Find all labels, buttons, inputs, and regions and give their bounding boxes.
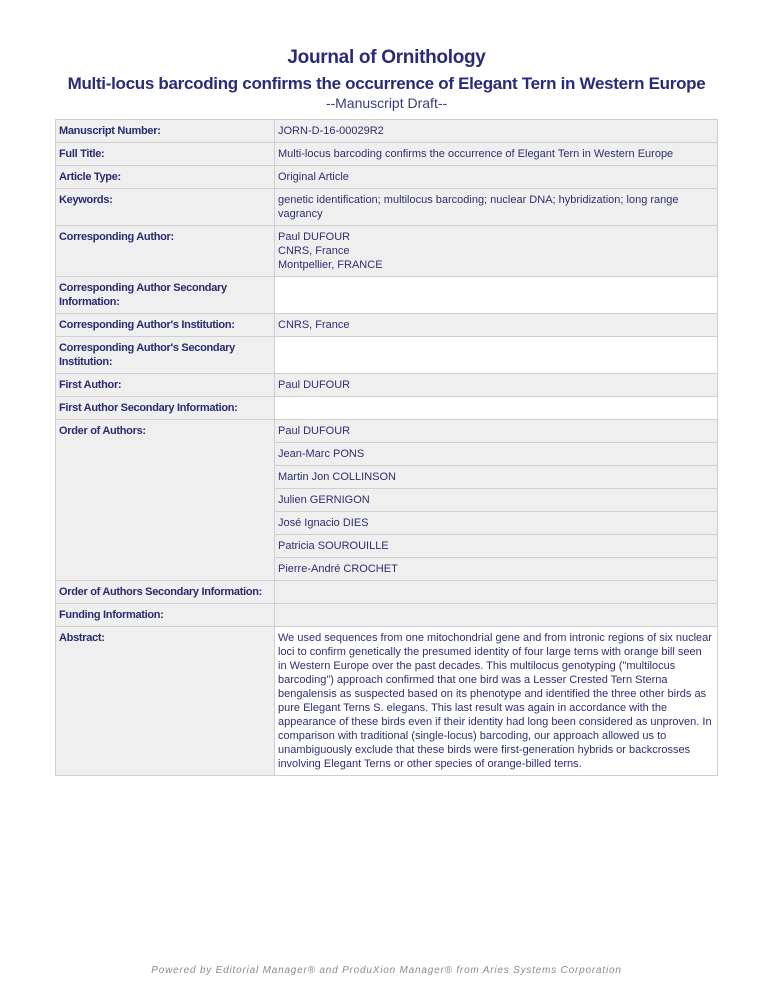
author-item: José Ignacio DIES <box>275 512 718 535</box>
row-funding <box>56 604 718 627</box>
value-first-author-secondary <box>275 397 718 420</box>
row-corr-secondary-info <box>56 277 718 314</box>
row-article-type <box>56 166 718 189</box>
manuscript-title: Multi-locus barcoding confirms the occurrence of Elegant Tern in Western Europe <box>67 74 706 93</box>
row-first-author-secondary <box>56 397 718 420</box>
label-abstract: Abstract: <box>56 627 275 776</box>
label-funding: Funding Information: <box>56 604 275 627</box>
value-corresponding-author <box>275 226 718 277</box>
label-order-secondary: Order of Authors Secondary Information: <box>56 581 275 604</box>
value-order-secondary <box>275 581 718 604</box>
row-full-title <box>56 143 718 166</box>
value-corr-institution: CNRS, France <box>275 314 718 337</box>
row-corresponding-author <box>56 226 718 277</box>
label-keywords: Keywords: <box>56 189 275 226</box>
row-order-of-authors <box>56 420 718 443</box>
author-item: Julien GERNIGON <box>275 489 718 512</box>
corr-author-name: Paul DUFOUR <box>278 231 351 243</box>
value-manuscript-number: JORN-D-16-00029R2 <box>275 120 718 143</box>
value-funding <box>275 604 718 627</box>
label-corr-institution: Corresponding Author's Institution: <box>56 314 275 337</box>
value-abstract: We used sequences from one mitochondrial gene and from intronic regions of six nuclear loci to confirm genetically the presumed identity of four large terns with orange bill seen in Western Europe over the past decades. This multilocus genotyping ("multilocus barcoding") approach confirmed that one bird was a Lesser Crested Tern Sterna bengalensis as suspected based on its phenotype and identified the three other birds as pure Elegant Terns S. elegans. This last result was again in accordance with the appearance of these birds even if their identity had long been considered as unproven. In comparison with traditional (single-locus) barcoding, our approach allowed us to unambiguously exclude that these birds were first-generation hybrids or backcrosses involving Elegant Terns or other species of orange-billed terns. <box>275 627 718 776</box>
label-manuscript-number: Manuscript Number: <box>56 120 275 143</box>
footer-powered-by: Powered by Editorial Manager® and ProduXion Manager® from Aries Systems Corporation <box>151 965 622 976</box>
journal-name: Journal of Ornithology <box>287 47 486 68</box>
label-corresponding-author: Corresponding Author: <box>56 226 275 277</box>
value-article-type: Original Article <box>275 166 718 189</box>
label-article-type: Article Type: <box>56 166 275 189</box>
value-full-title: Multi-locus barcoding confirms the occurrence of Elegant Tern in Western Europe <box>275 143 718 166</box>
label-corr-secondary-info: Corresponding Author Secondary Information: <box>56 277 275 314</box>
author-item: Jean-Marc PONS <box>275 443 718 466</box>
row-corr-institution <box>56 314 718 337</box>
value-corr-secondary-institution <box>275 337 718 374</box>
label-full-title: Full Title: <box>56 143 275 166</box>
label-order-of-authors: Order of Authors: <box>56 420 275 581</box>
row-abstract <box>56 627 718 776</box>
row-keywords <box>56 189 718 226</box>
value-corr-secondary-info <box>275 277 718 314</box>
row-first-author <box>56 374 718 397</box>
author-item: Paul DUFOUR <box>275 420 718 443</box>
corr-author-location: Montpellier, FRANCE <box>278 259 383 271</box>
author-item: Patricia SOUROUILLE <box>275 535 718 558</box>
draft-label: --Manuscript Draft-- <box>325 95 448 111</box>
row-corr-secondary-institution <box>56 337 718 374</box>
author-item: Martin Jon COLLINSON <box>275 466 718 489</box>
value-first-author: Paul DUFOUR <box>275 374 718 397</box>
author-item: Pierre-André CROCHET <box>275 558 718 581</box>
document-header <box>0 46 773 111</box>
label-first-author-secondary: First Author Secondary Information: <box>56 397 275 420</box>
corr-author-affiliation: CNRS, France <box>278 245 350 257</box>
label-first-author: First Author: <box>56 374 275 397</box>
label-corr-secondary-institution: Corresponding Author's Secondary Institution: <box>56 337 275 374</box>
manuscript-metadata-table <box>55 119 718 776</box>
row-manuscript-number <box>56 120 718 143</box>
row-order-secondary <box>56 581 718 604</box>
value-keywords: genetic identification; multilocus barcoding; nuclear DNA; hybridization; long range vagrancy <box>275 189 718 226</box>
